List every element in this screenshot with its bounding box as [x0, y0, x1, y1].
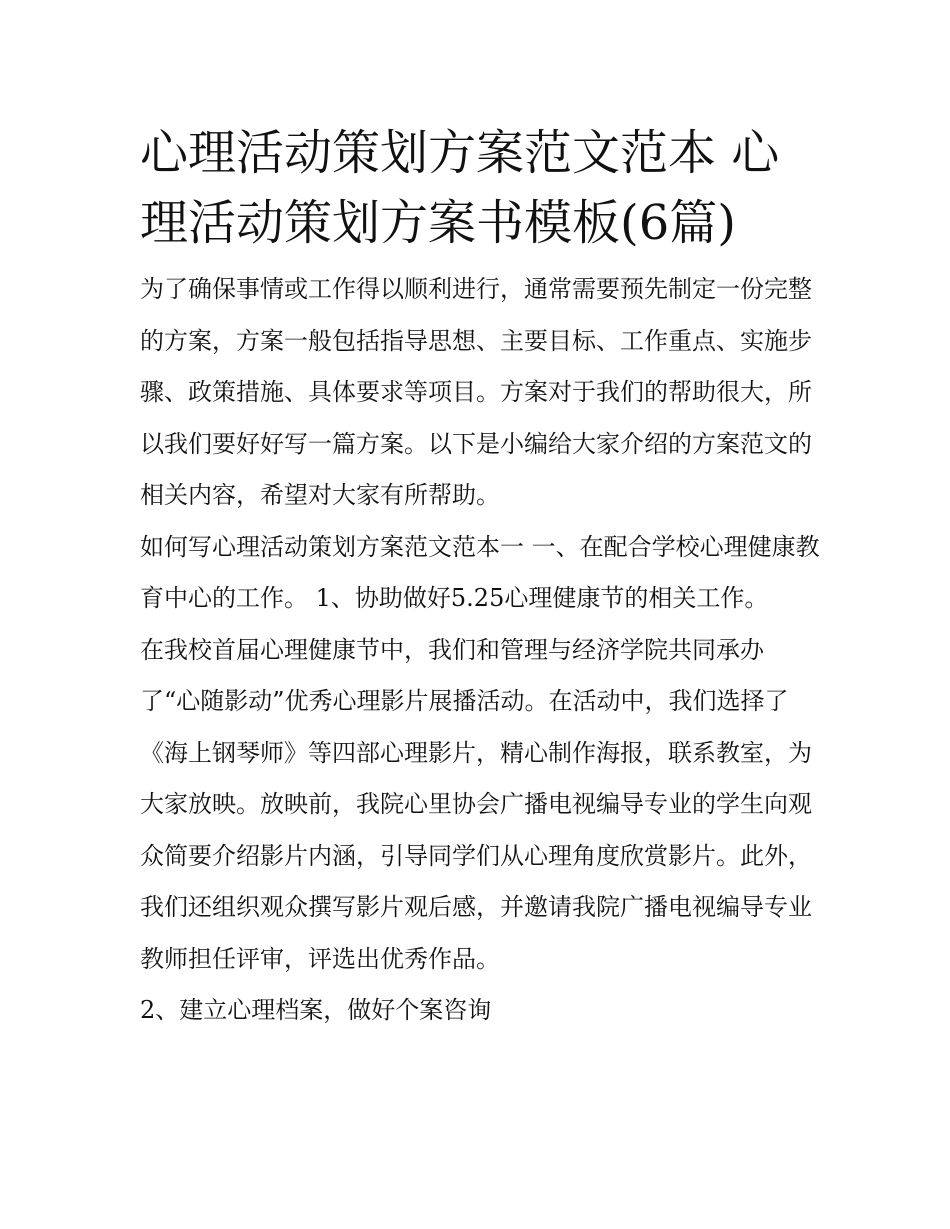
intro-paragraph: 为了确保事情或工作得以顺利进行，通常需要预先制定一份完整的方案，方案一般包括指导思想、主要目标、工作重点、实施步骤、政策措施、具体要求等项目。方案对于我们的帮助很大，所以我们要好好写一篇方案。以下是小编给大家介绍的方案范文的相关内容，希望对大家有所帮助。 — [140, 275, 812, 509]
health-festival-paragraph: 在我校首届心理健康节中，我们和管理与经济学院共同承办了“心随影动”优秀心理影片展播活动。在活动中，我们选择了《海上钢琴师》等四部心理影片，精心制作海报，联系教室，为大家放映。放映前，我院心里协会广播电视编导专业的学生向观众简要介绍影片内涵，引导同学们从心理角度欣赏影片。此外，我们还组织观众撰写影片观后感，并邀请我院广播电视编导专业教师担任评审，评选出优秀作品。 — [140, 635, 812, 973]
archive-heading-paragraph: 2、建立心理档案，做好个案咨询 — [140, 996, 492, 1024]
document-title: 心理活动策划方案范文范本 心理活动策划方案书模板(6篇) — [140, 125, 780, 251]
section-one-paragraph: 如何写心理活动策划方案范文范本一 一、在配合学校心理健康教育中心的工作。 1、协助做好5.25心理健康节的相关工作。 — [140, 532, 820, 612]
document-page — [140, 118, 820, 1037]
